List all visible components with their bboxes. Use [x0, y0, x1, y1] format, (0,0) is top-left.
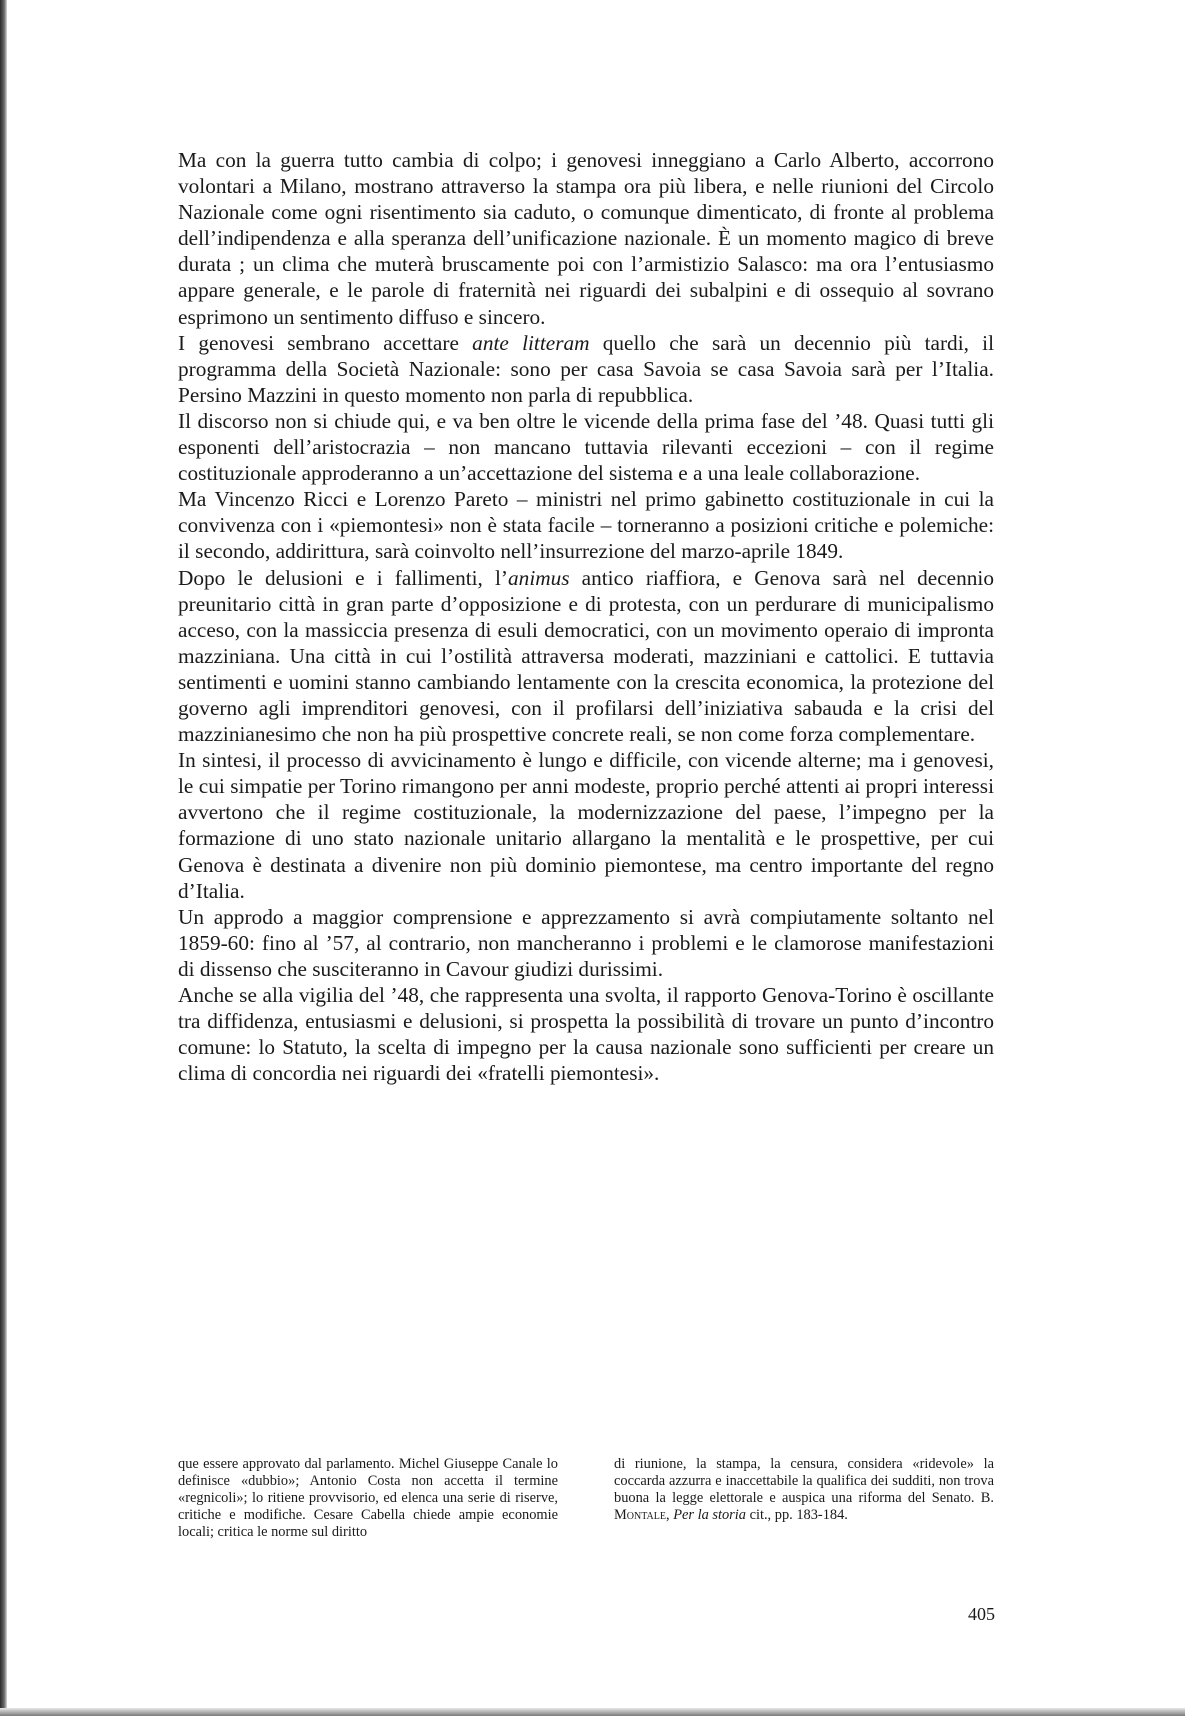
text-run: quello che sarà un decennio più tardi, il programma della Società Nazionale: sono per casa Savoia se casa Savoia sarà per l’Italia. Persino Mazzini in questo momento non parla di repubblica.	[178, 330, 995, 407]
text-run: que essere approvato dal parlamento. Michel Giuseppe Canale lo definisce «dubbio»; Antonio Costa non accetta il termine «regnicoli»; lo ritiene provvisorio, ed elenca una serie di riserve, critiche e modifiche. Cesare Cabella chiede ampie economie locali; critica le norme sul diritto	[178, 1456, 558, 1540]
author-name: Montale	[614, 1507, 666, 1523]
footnote-column-left	[178, 1456, 558, 1541]
scan-shadow-left	[0, 0, 7, 1716]
footnote-column-right	[614, 1456, 994, 1541]
paragraph	[178, 147, 994, 330]
italic-phrase: Per la storia	[673, 1507, 746, 1523]
footnotes	[178, 1456, 994, 1541]
paragraph	[178, 565, 994, 748]
scan-shadow-bottom	[0, 1708, 1185, 1716]
paragraph	[178, 747, 994, 904]
text-run: antico riaffiora, e Genova sarà nel decennio preunitario città in gran parte d’opposizione e di protesta, con un perdurare di municipalismo acceso, con la massiccia presenza di esuli democratici, con un movimento operaio di impronta mazziniana. Una città in cui l’ostilità attraversa moderati, mazziniani e cattolici. E tuttavia sentimenti e uomini stanno cambiando lentamente con la crescita economica, la protezione del governo agli imprenditori genovesi, con il profilarsi dell’iniziativa sabauda e la crisi del mazzinianesimo che non ha più prospettive concrete reali, se non come forza complementare.	[178, 565, 994, 747]
italic-phrase: ante litteram	[472, 330, 590, 355]
paragraph	[178, 486, 994, 564]
text-run: Ma con la guerra tutto cambia di colpo; i genovesi inneggiano a Carlo Alberto, accorrono volontari a Milano, mostrano attraverso la stampa ora più libera, e nelle riunioni del Circolo Nazionale come ogni risentimento sia caduto, o comunque dimenticato, di fronte al problema dell’indipendenza e alla speranza dell’unificazione nazionale. È un momento magico di breve durata ; un clima che muterà bruscamente poi con l’armistizio Salasco: ma ora l’entusiasmo appare generale, e le parole di fraternità nei riguardi dei subalpini e di ossequio al sovrano esprimono un sentimento diffuso e sincero.	[178, 148, 994, 329]
paragraph	[178, 408, 994, 486]
page-number: 405	[968, 1604, 995, 1624]
paragraph	[178, 982, 994, 1086]
paragraph	[178, 904, 994, 982]
text-run: Dopo le delusioni e i fallimenti, l’	[178, 565, 509, 590]
text-run: Ma Vincenzo Ricci e Lorenzo Pareto – ministri nel primo gabinetto costituzionale in cui la convivenza con i «piemontesi» non è stata facile – torneranno a posizioni critiche e polemiche: il secondo, addirittura, sarà coinvolto nell’insurrezione del marzo-aprile 1849.	[178, 487, 994, 564]
text-run: Un approdo a maggior comprensione e apprezzamento si avrà compiutamente soltanto nel 1859-60: fino al ’57, al contrario, non mancheranno i problemi e le clamorose manifestazioni di dissenso che susciteranno in Cavour giudizi durissimi.	[178, 904, 994, 981]
text-run: I genovesi sembrano accettare	[178, 330, 473, 355]
text-run: Il discorso non si chiude qui, e va ben oltre le vicende della prima fase del ’48. Quasi tutti gli esponenti dell’aristocrazia – non mancano tuttavia rilevanti eccezioni – con il regime costituzionale approderanno a un’accettazione del sistema e a una leale collaborazione.	[178, 408, 994, 486]
text-run: di riunione, la stampa, la censura, considera «ridevole» la coccarda azzurra e inaccettabile la qualifica dei sudditi, non trova buona la legge elettorale e auspica una riforma del Senato. B.	[614, 1456, 994, 1506]
text-run: Anche se alla vigilia del ’48, che rappresenta una svolta, il rapporto Genova-Torino è oscillante tra diffidenza, entusiasmi e delusioni, si prospetta la possibilità di trovare un punto d’incontro comune: lo Statuto, la scelta di impegno per la causa nazionale sono sufficienti per creare un clima di concordia nei riguardi dei «fratelli piemontesi».	[178, 983, 994, 1086]
main-body-text	[178, 147, 994, 1086]
text-run: ,	[666, 1507, 674, 1523]
text-run: In sintesi, il processo di avvicinamento è lungo e difficile, con vicende alterne; ma i genovesi, le cui simpatie per Torino rimangono per anni modeste, proprio perché attenti ai propri interessi avvertono che il regime costituzionale, la modernizzazione del paese, l’impegno per la formazione di uno stato nazionale unitario allargano la mentalità e le prospettive, per cui Genova è destinata a divenire non più dominio piemontese, ma centro importante del regno d’Italia.	[178, 748, 994, 903]
italic-phrase: animus	[508, 565, 570, 590]
text-run: cit., pp. 183-184.	[745, 1507, 848, 1523]
paragraph	[178, 330, 994, 408]
